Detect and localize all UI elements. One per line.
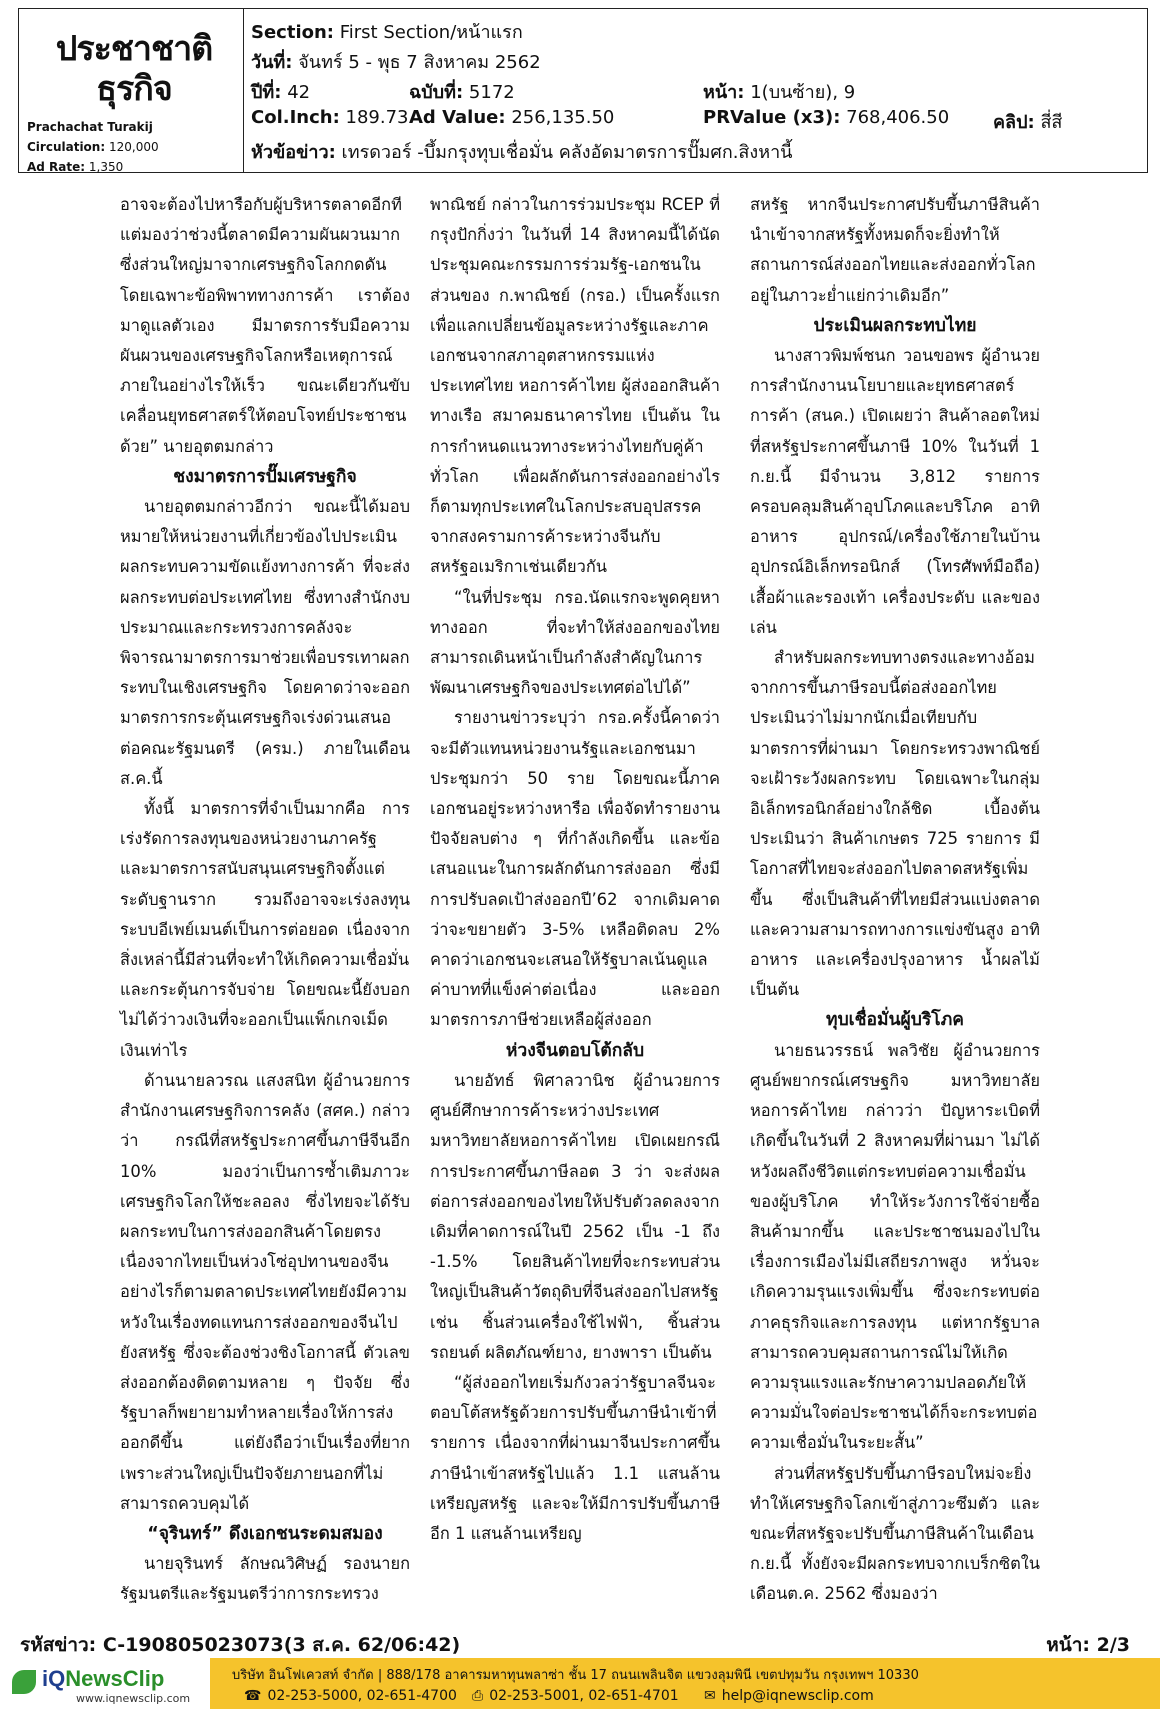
publication-name-en: Prachachat Turakij [27, 120, 153, 134]
adval-value: 256,135.50 [511, 107, 615, 128]
headline-row [251, 137, 793, 166]
prvalue-value: 768,406.50 [846, 107, 950, 128]
ad-rate [27, 160, 123, 174]
phone-icon: ☎ [244, 1688, 262, 1704]
clip-value: สี่สี [1040, 112, 1063, 133]
paragraph: นางสาวพิมพ์ชนก วอนขอพร ผู้อำนวยการสำนักงานนโยบายและยุทธศาสตร์การค้า (สนค.) เปิดเผยว่า สินค้าลอตใหม่ที่สหรัฐประกาศขึ้นภาษี 10% ในวันที่ 1 ก.ย.นี้ มีจำนวน 3,812 รายการ ครอบคลุมสินค้าอุปโภคและบริโภค อาทิ อาหาร อุปกรณ์/เครื่องใช้ภายในบ้าน อุปกรณ์อิเล็กทรอนิกส์ (โทรศัพท์มือถือ) เสื้อผ้าและรองเท้า เครื่องประดับ และของเล่น [750, 346, 1040, 637]
ad-rate-label: Ad Rate: [27, 160, 86, 174]
logo-text-b: NewsClip [65, 1666, 165, 1691]
page-value: 1(บนซ้าย), 9 [750, 82, 856, 103]
publication-logo [39, 29, 229, 109]
issue-value: 5172 [468, 82, 515, 103]
ad-rate-value: 1,350 [88, 160, 124, 174]
page-number: หน้า: 2/3 [1046, 1634, 1130, 1656]
section-row [251, 17, 523, 46]
publication-brand [19, 9, 244, 172]
section-label: Section: [251, 22, 334, 43]
subheading: ชงมาตรการปั๊มเศรษฐกิจ [173, 466, 357, 487]
clip-field [993, 107, 1062, 136]
year-label: ปีที่: [251, 82, 282, 103]
phone-value: 02-253-5000, 02-651-4700 [267, 1688, 457, 1704]
adval-field [409, 107, 614, 128]
contact-fax [472, 1688, 679, 1704]
adval-label: Ad Value: [409, 107, 506, 128]
paragraph: นายอัทธ์ พิศาลวานิช ผู้อำนวยการศูนย์ศึกษาการค้าระหว่างประเทศ มหาวิทยาลัยหอการค้าไทย เปิดเผยกรณีการประกาศขึ้นภาษีลอต 3 ว่า จะส่งผลต่อการส่งออกของไทยให้ปรับตัวลดลงจากเดิมที่คาดการณ์ในปี 2562 เป็น -1 ถึง -1.5% โดยสินค้าไทยที่จะกระทบส่วนใหญ่เป็นสินค้าวัตถุดิบที่จีนส่งออกไปสหรัฐ เช่น ชิ้นส่วนเครื่องใช้ไฟฟ้า, ชิ้นส่วนรถยนต์ ผลิตภัณฑ์ยาง, ยางพารา เป็นต้น [430, 1070, 720, 1362]
colinch-field [251, 107, 409, 128]
paragraph: ทั้งนี้ มาตรการที่จำเป็นมากคือ การเร่งรัดการลงทุนของหน่วยงานภาครัฐ และมาตรการสนับสนุนเศรษฐกิจตั้งแต่ระดับฐานราก รวมถึงอาจจะเร่งลงทุนระบบอีเพย์เมนต์เป็นการต่อยอด เนื่องจากสิ่งเหล่านี้มีส่วนที่จะทำให้เกิดความเชื่อมั่น และกระตุ้นการจับจ่าย โดยขณะนี้ยังบอกไม่ได้ว่าวงเงินที่จะออกเป็นแพ็กเกจเม็ดเงินเท่าไร [120, 799, 410, 1060]
page-field [703, 77, 855, 106]
paragraph: นายอุตตมกล่าวอีกว่า ขณะนี้ได้มอบหมายให้หน่วยงานที่เกี่ยวข้องไปประเมินผลกระทบความขัดแย้งทางการค้า ที่จะส่งผลกระทบต่อประเทศไทย ซึ่งทางสำนักงบประมาณและกระทรวงการคลังจะพิจารณามาตรการมาช่วยเพื่อบรรเทาผลกระทบในเชิงเศรษฐกิจ โดยคาดว่าจะออกมาตรการกระตุ้นเศรษฐกิจเร่งด่วนเสนอต่อคณะรัฐมนตรี (ครม.) ภายในเดือน ส.ค.นี้ [120, 497, 410, 788]
headline-label: หัวข้อข่าว: [251, 142, 336, 163]
article-column-3 [750, 190, 1040, 1604]
circulation-value: 120,000 [108, 140, 159, 154]
mail-icon: ✉ [704, 1688, 716, 1704]
paragraph: สำหรับผลกระทบทางตรงและทางอ้อมจากการขึ้นภาษีรอบนี้ต่อส่งออกไทย ประเมินว่าไม่มากนักเมื่อเทียบกับมาตรการที่ผ่านมา โดยกระทรวงพาณิชย์จะเฝ้าระวังผลกระทบ โดยเฉพาะในกลุ่มอิเล็กทรอนิกส์อย่างใกล้ชิด เบื้องต้นประเมินว่า สินค้าเกษตร 725 รายการ มีโอกาสที่ไทยจะส่งออกไปตลาดสหรัฐเพิ่มขึ้น ซึ่งเป็นสินค้าที่ไทยมีส่วนแบ่งตลาดและความสามารถทางการแข่งขันสูง อาทิ อาหาร และเครื่องปรุงอาหาร น้ำผลไม้ เป็นต้น [750, 648, 1040, 1000]
section-value: First Section/หน้าแรก [339, 22, 523, 43]
date-row [251, 47, 541, 76]
paragraph: “ในที่ประชุม กรอ.นัดแรกจะพูดคุยหาทางออก ที่จะทำให้ส่งออกของไทยสามารถเดินหน้าเป็นกำลังสำคัญในการพัฒนาเศรษฐกิจของประเทศต่อไปได้” [430, 587, 720, 698]
paragraph: รายงานข่าวระบุว่า กรอ.ครั้งนี้คาดว่าจะมีตัวแทนหน่วยงานรัฐและเอกชนมาประชุมกว่า 50 ราย โดยขณะนี้ภาคเอกชนอยู่ระหว่างหารือ เพื่อจัดทำรายงานปัจจัยลบต่าง ๆ ที่กำลังเกิดขึ้น และข้อเสนอแนะในการผลักดันการส่งออก ซึ่งมีการปรับลดเป้าส่งออกปี’62 จากเดิมคาดว่าจะขยายตัว 3-5% เหลือติดลบ 2% คาดว่าเอกชนจะเสนอให้รัฐบาลเน้นดูแลค่าบาทที่แข็งค่าต่อเนื่อง และออกมาตรการภาษีช่วยเหลือผู้ส่งออก [430, 708, 720, 1030]
paragraph: นายธนวรรธน์ พลวิชัย ผู้อำนวยการศูนย์พยากรณ์เศรษฐกิจ มหาวิทยาลัยหอการค้าไทย กล่าวว่า ปัญหาระเบิดที่เกิดขึ้นในวันที่ 2 สิงหาคมที่ผ่านมา ไม่ได้หวังผลถึงชีวิตแต่กระทบต่อความเชื่อมั่นของผู้บริโภค ทำให้ระวังการใช้จ่ายซื้อสินค้ามากขึ้น และประชาชนมองไปในเรื่องการเมืองไม่มีเสถียรภาพสูง หวั่นจะเกิดความรุนแรงเพิ่มขึ้น ซึ่งจะกระทบต่อภาคธุรกิจและการลงทุน แต่หากรัฐบาลสามารถควบคุมสถานการณ์ไม่ให้เกิดความรุนแรงและรักษาความปลอดภัยให้ความมั่นใจต่อประชาชนได้ก็จะกระทบต่อความเชื่อมั่นในระยะสั้น” [750, 1040, 1040, 1453]
logo-url[interactable]: www.iqnewsclip.com [76, 1692, 191, 1705]
subheading: ห่วงจีนตอบโต้กลับ [505, 1040, 645, 1061]
clip-metadata [251, 9, 1147, 172]
email-value[interactable]: help@iqnewsclip.com [721, 1688, 874, 1704]
logo-wordmark [42, 1666, 164, 1692]
prvalue-label: PRValue (x3): [703, 107, 841, 128]
footer-bar [0, 1658, 1160, 1709]
fax-value: 02-253-5001, 02-651-4701 [489, 1688, 679, 1704]
paragraph: ส่วนที่สหรัฐปรับขึ้นภาษีรอบใหม่จะยิ่งทำให้เศรษฐกิจโลกเข้าสู่ภาวะซึมตัว และขณะที่สหรัฐจะปรับขึ้นภาษีสินค้าในเดือนก.ย.นี้ ทั้งยังจะมีผลกระทบจากเบร็กซิตในเดือนต.ค. 2562 ซึ่งมองว่า [750, 1463, 1040, 1604]
article-column-1 [120, 190, 410, 1604]
date-value: จันทร์ 5 - พุธ 7 สิงหาคม 2562 [298, 52, 541, 73]
contact-phone [244, 1688, 457, 1704]
contact-email[interactable] [704, 1688, 874, 1704]
article-column-2 [430, 190, 720, 1590]
circulation-label: Circulation: [27, 140, 106, 154]
colinch-value: 189.73 [345, 107, 409, 128]
paragraph: “ผู้ส่งออกไทยเริ่มกังวลว่ารัฐบาลจีนจะตอบโต้สหรัฐด้วยการปรับขึ้นภาษีนำเข้าที่รายการ เนื่องจากที่ผ่านมาจีนประกาศขึ้นภาษีนำเข้าสหรัฐไปแล้ว 1.1 แสนล้านเหรียญสหรัฐ และจะให้มีการปรับขึ้นภาษีอีก 1 แสนล้านเหรียญ [430, 1372, 720, 1543]
logo-text-a: iQ [42, 1666, 66, 1691]
circulation [27, 140, 159, 154]
news-id: รหัสข่าว: C-190805023073(3 ส.ค. 62/06:42) [20, 1634, 461, 1656]
fax-icon: ⎙ [472, 1688, 484, 1704]
year-field [251, 77, 310, 106]
colinch-label: Col.Inch: [251, 107, 340, 128]
paragraph: นายจุรินทร์ ลักษณวิศิษฏ์ รองนายกรัฐมนตรีและรัฐมนตรีว่าการกระทรวง [120, 1554, 410, 1604]
page-label: หน้า: [703, 82, 745, 103]
subheading: “จุรินทร์” ดึงเอกชนระดมสมอง [147, 1523, 383, 1544]
paragraph: พาณิชย์ กล่าวในการร่วมประชุม RCEP ที่กรุงปักกิ่งว่า ในวันที่ 14 สิงหาคมนี้ได้นัดประชุมคณะกรรมการร่วมรัฐ-เอกชนในส่วนของ ก.พาณิชย์ (กรอ.) เป็นครั้งแรก เพื่อแลกเปลี่ยนข้อมูลระหว่างรัฐและภาคเอกชนจากสภาอุตสาหกรรมแห่งประเทศไทย หอการค้าไทย ผู้ส่งออกสินค้าทางเรือ สมาคมธนาคารไทย เป็นต้น ในการกำหนดแนวทางระหว่างไทยกับคู่ค้าทั่วโลก เพื่อผลักดันการส่งออกอย่างไรก็ตามทุกประเทศในโลกประสบอุปสรรคจากสงครามการค้าระหว่างจีนกับสหรัฐอเมริกาเช่นเดียวกัน [430, 195, 720, 577]
subheading: ทุบเชื่อมั่นผู้บริโภค [826, 1010, 964, 1031]
paragraph: สหรัฐ หากจีนประกาศปรับขึ้นภาษีสินค้านำเข้าจากสหรัฐทั้งหมดก็จะยิ่งทำให้สถานการณ์ส่งออกไทยและส่งออกทั่วโลกอยู่ในภาวะย่ำแย่กว่าเดิมอีก” [750, 195, 1040, 305]
paragraph: อาจจะต้องไปหารือกับผู้บริหารตลาดอีกที แต่มองว่าช่วงนี้ตลาดมีความผันผวนมาก ซึ่งส่วนใหญ่มาจากเศรษฐกิจโลกกดดัน โดยเฉพาะข้อพิพาททางการค้า เราต้องมาดูแลตัวเอง มีมาตรการรับมือความผันผวนของเศรษฐกิจโลกหรือเหตุการณ์ภายในอย่างไรให้เร็ว ขณะเดียวกันขับเคลื่อนยุทธศาสตร์ให้ตอบโจทย์ประชาชนด้วย” นายอุตตมกล่าว [120, 195, 410, 456]
subheading: ประเมินผลกระทบไทย [813, 315, 977, 336]
paragraph: ด้านนายลวรณ แสงสนิท ผู้อำนวยการสำนักงานเศรษฐกิจการคลัง (สศค.) กล่าวว่า กรณีที่สหรัฐประกาศขึ้นภาษีจีนอีก 10% มองว่าเป็นการซ้ำเติมภาวะเศรษฐกิจโลกให้ชะลอลง ซึ่งไทยจะได้รับผลกระทบในการส่งออกสินค้าโดยตรง เนื่องจากไทยเป็นห่วงโซ่อุปทานของจีน อย่างไรก็ตามตลาดประเทศไทยยังมีความหวังในเรื่องทดแทนการส่งออกของจีนไปยังสหรัฐ ซึ่งจะต้องช่วงชิงโอกาสนี้ ตัวเลขส่งออกต้องติดตามหลาย ๆ ปัจจัย ซึ่งรัฐบาลก็พยายามทำหลายเรื่องให้การส่งออกดีขึ้น แต่ยังถือว่าเป็นเรื่องที่ยาก เพราะส่วนใหญ่เป็นปัจจัยภายนอกที่ไม่สามารถควบคุมได้ [120, 1070, 410, 1513]
logo-line-1: ประชาชาติ [55, 29, 213, 69]
logo-line-2: ธุรกิจ [96, 69, 172, 109]
prvalue-field [703, 107, 949, 128]
issue-field [409, 77, 515, 106]
company-address: บริษัท อินโฟเควสท์ จำกัด | 888/178 อาคารมหาทุนพลาซ่า ชั้น 17 ถนนเพลินจิต แขวงลุมพินี เขตปทุมวัน กรุงเทพฯ 10330 [232, 1668, 919, 1683]
clip-label: คลิป: [993, 112, 1035, 133]
date-label: วันที่: [251, 52, 293, 73]
logo-leaf-icon [12, 1670, 36, 1694]
clip-header [18, 8, 1148, 173]
issue-label: ฉบับที่: [409, 82, 464, 103]
year-value: 42 [287, 82, 311, 103]
headline-value: เทรดวอร์ -บึ้มกรุงทุบเชื่อมั่น คลังอัดมาตรการปั๊มศก.สิงหานี้ [341, 142, 793, 163]
iqnewsclip-logo[interactable] [0, 1658, 210, 1709]
